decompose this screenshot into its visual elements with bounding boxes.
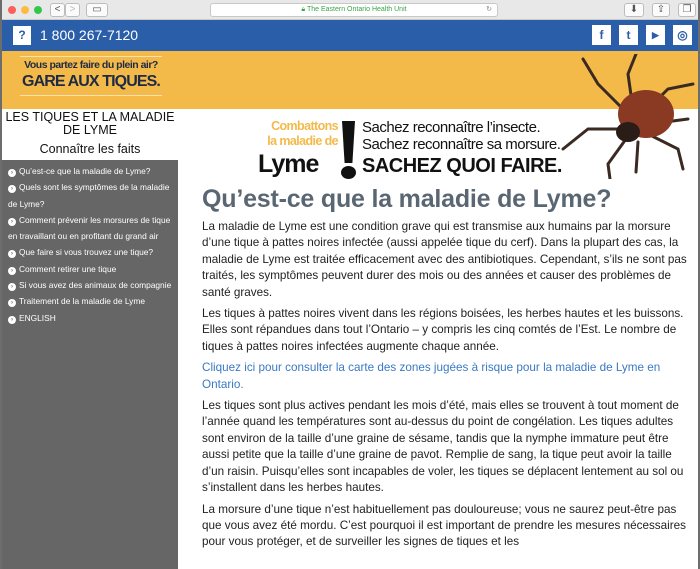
help-icon[interactable]: ? [13, 26, 31, 45]
logo-yellow-line-2: la maladie de [267, 134, 338, 148]
zoom-window-button[interactable] [34, 6, 42, 14]
phone-number[interactable]: 1 800 267-7120 [40, 27, 139, 43]
logo-tagline [362, 119, 562, 179]
facebook-icon[interactable]: f [592, 25, 611, 45]
nav-label: ENGLISH [19, 312, 56, 323]
paragraph: La morsure d’une tique n’est habituellement pas douloureuse; vous ne saurez peut-être pas que vous avez été mordu. C’est pourquoi il est important de prendre les mesures nécessaires pour vous protéger, et de surveiller les signes de tiques et les [202, 502, 686, 549]
instagram-icon[interactable]: ◎ [673, 25, 692, 45]
logo-yellow-text [258, 119, 338, 149]
chevron-circle-icon: › [8, 316, 16, 324]
nav-label: Comment retirer une tique [19, 263, 117, 274]
address-bar[interactable] [210, 3, 498, 17]
sidebar-title: LES TIQUES ET LA MALADIE DE LYME [5, 110, 175, 137]
minimize-window-button[interactable] [21, 6, 29, 14]
sidebar-subtitle: Connaître les faits [39, 142, 141, 156]
tick-image [558, 54, 698, 179]
back-button[interactable]: < [50, 3, 65, 17]
chevron-circle-icon: › [8, 283, 16, 291]
sidebar-nav [2, 160, 178, 329]
close-window-button[interactable] [8, 6, 16, 14]
slogan [20, 56, 162, 96]
nav-item-what-is-lyme[interactable] [8, 163, 172, 179]
exclamation-icon [342, 121, 355, 163]
nav-label: Que faire si vous trouvez une tique? [19, 247, 154, 258]
risk-map-link[interactable]: Cliquez ici pour consulter la carte des zones jugées à risque pour la maladie de Lyme en Ontario. [202, 361, 661, 391]
nav-item-pets[interactable] [8, 277, 172, 293]
slogan-line-2: GARE AUX TIQUES. [22, 73, 160, 90]
sidebar-toggle-icon[interactable]: ▭ [86, 3, 108, 17]
browser-toolbar [2, 0, 698, 20]
nav-label: Qu’est-ce que la maladie de Lyme? [19, 166, 151, 176]
share-icon[interactable]: ⇪ [652, 3, 670, 17]
tagline-line-3: SACHEZ QUOI FAIRE. [362, 155, 562, 177]
chevron-circle-icon: › [8, 299, 16, 307]
paragraph: Les tiques sont plus actives pendant les mois d’été, mais elles se trouvent à tout moment de l’année quand les températures sont au-dessus du point de congélation. Les tiques adultes sont environ de la taille d’une graine de sésame, tandis que la nymphe immature peut être aussi petite que la taille d’une graine de pavot. Remplie de sang, la tique peut avoir la taille d’un raisin. Puisqu’elles sont incapables de voler, les tiques se déplacent lentement au sol ou s’installent dans les herbes hautes. [202, 399, 684, 495]
campaign-logo [258, 119, 568, 181]
browser-window [2, 0, 698, 569]
nav-item-english[interactable] [8, 310, 172, 326]
page-title: Qu’est-ce que la maladie de Lyme? [202, 185, 612, 213]
paragraph: Les tiques à pattes noires vivent dans les régions boisées, les herbes hautes et les buissons. Elles sont répandues dans tout l’Ontario – y compris les cinq comtés de l’Est. Le nombre de tiques à pattes noires infectées augmente chaque année. [202, 307, 684, 353]
twitter-icon[interactable]: t [619, 25, 638, 45]
nav-item-found-tick[interactable] [8, 244, 172, 260]
nav-label: Quels sont les symptômes de la maladie de Lyme? [8, 182, 170, 209]
url-text: The Eastern Ontario Health Unit [306, 6, 407, 13]
tagline-line-1: Sachez reconnaître l’insecte. [362, 119, 541, 136]
top-contact-bar [2, 20, 698, 51]
nav-label: Si vous avez des animaux de compagnie [19, 280, 172, 291]
nav-label: Traitement de la maladie de Lyme [19, 296, 145, 307]
logo-yellow-line-1: Combattons [271, 119, 338, 133]
chevron-circle-icon: › [8, 250, 16, 258]
article [202, 185, 690, 556]
sidebar [2, 109, 178, 569]
chevron-circle-icon: › [8, 267, 16, 275]
slogan-line-1: Vous partez faire du plein air? [24, 59, 158, 71]
nav-item-remove-tick[interactable] [8, 261, 172, 277]
nav-label: Comment prévenir les morsures de tique en travaillant ou en profitant du grand air [8, 214, 171, 242]
nav-item-prevention[interactable] [8, 212, 172, 245]
paragraph: La maladie de Lyme est une condition grave qui est transmise aux humains par la morsure d’une tique à pattes noires infectée (aussi appelée tique du cerf). Dans la plupart des cas, la maladie de Lyme est traitée efficacement avec des antibiotiques. Cependant, s’ils ne sont pas traités, les symptômes peuvent durer des mois ou des années et causer des problèmes de santé graves. [202, 220, 687, 299]
tick-icon [341, 166, 356, 179]
chevron-circle-icon: › [8, 218, 16, 226]
youtube-icon[interactable]: ▶ [646, 25, 665, 45]
nav-item-symptoms[interactable] [8, 179, 172, 212]
chevron-circle-icon: › [8, 169, 16, 177]
forward-button[interactable]: > [65, 3, 80, 17]
sidebar-header [2, 109, 178, 160]
tabs-icon[interactable]: ❐ [678, 3, 696, 17]
logo-lyme: Lyme [258, 150, 319, 178]
chevron-circle-icon: › [8, 185, 16, 193]
tagline-line-2: Sachez reconnaître sa morsure. [362, 136, 561, 153]
lock-icon: 🔒︎ [301, 6, 306, 13]
reload-icon[interactable]: ↻ [486, 6, 492, 13]
downloads-icon[interactable]: ⬇ [624, 3, 644, 17]
nav-item-treatment[interactable] [8, 293, 172, 309]
